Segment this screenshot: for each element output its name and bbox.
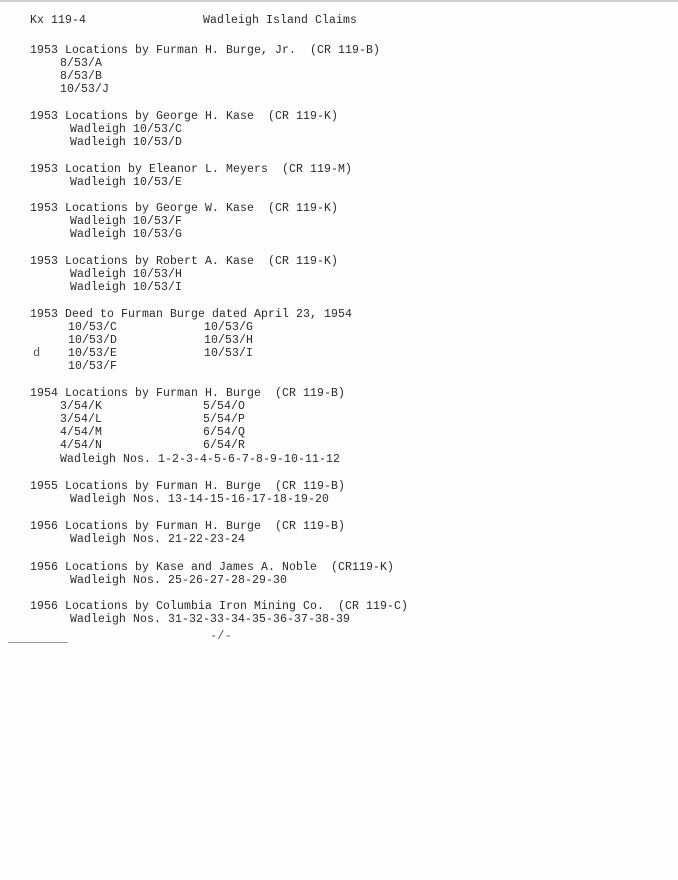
deed-claim-line: 10/53/E <box>68 347 118 360</box>
section-heading: 1953 Locations by Robert A. Kase (CR 119-K) <box>30 255 339 268</box>
section-heading: 1956 Locations by Columbia Iron Mining Co. (CR 119-C) <box>30 600 409 613</box>
claim-numbers: Wadleigh Nos. 1-2-3-4-5-6-7-8-9-10-11-12 <box>60 453 341 466</box>
deed-claim-line: 10/53/I <box>204 347 254 360</box>
document-ref: Kx 119-4 <box>30 14 87 27</box>
deed-claim-line: 10/53/H <box>204 334 254 347</box>
claim-numbers: Wadleigh Nos. 21-22-23-24 <box>70 533 246 546</box>
claim-line: Wadleigh 10/53/D <box>70 136 183 149</box>
claim-numbers: Wadleigh Nos. 25-26-27-28-29-30 <box>70 574 288 587</box>
deed-claim-line: 10/53/C <box>68 321 118 334</box>
section-heading: 1953 Locations by Furman H. Burge, Jr. (CR 119-B) <box>30 44 381 57</box>
claim-line: Wadleigh 10/53/E <box>70 176 183 189</box>
deed-claim-line: 10/53/D <box>68 334 118 347</box>
document-title: Wadleigh Island Claims <box>203 14 358 27</box>
deed-claim-line: 10/53/G <box>204 321 254 334</box>
claim-line: 8/53/B <box>60 70 103 83</box>
claim-line: Wadleigh 10/53/G <box>70 228 183 241</box>
footer-rule <box>8 642 68 643</box>
claim-line: 4/54/N <box>60 439 103 452</box>
claim-numbers: Wadleigh Nos. 31-32-33-34-35-36-37-38-39 <box>70 613 351 626</box>
claim-line: 6/54/R <box>203 439 246 452</box>
section-heading: 1954 Locations by Furman H. Burge (CR 119-B) <box>30 387 346 400</box>
claim-line: 8/53/A <box>60 57 103 70</box>
deed-claim-line: 10/53/F <box>68 360 118 373</box>
claim-line: 3/54/L <box>60 413 103 426</box>
claim-line: 5/54/P <box>203 413 246 426</box>
section-heading: 1953 Locations by George H. Kase (CR 119-K) <box>30 110 339 123</box>
section-heading: 1953 Location by Eleanor L. Meyers (CR 119-M) <box>30 163 353 176</box>
page-mark: -/- <box>210 629 232 643</box>
claim-line: 4/54/M <box>60 426 103 439</box>
claim-line: Wadleigh 10/53/C <box>70 123 183 136</box>
claim-line: 3/54/K <box>60 400 103 413</box>
claim-line: 5/54/O <box>203 400 246 413</box>
section-heading: 1956 Locations by Furman H. Burge (CR 119-B) <box>30 520 346 533</box>
section-heading: 1955 Locations by Furman H. Burge (CR 119-B) <box>30 480 346 493</box>
margin-mark: d <box>33 346 41 360</box>
section-heading: 1956 Locations by Kase and James A. Noble (CR119-K) <box>30 561 395 574</box>
section-heading: 1953 Deed to Furman Burge dated April 23, 1954 <box>30 308 353 321</box>
claim-line: Wadleigh 10/53/I <box>70 281 183 294</box>
claim-line: Wadleigh 10/53/F <box>70 215 183 228</box>
claim-line: Wadleigh 10/53/H <box>70 268 183 281</box>
claim-line: 10/53/J <box>60 83 110 96</box>
claim-line: 6/54/Q <box>203 426 246 439</box>
section-heading: 1953 Locations by George W. Kase (CR 119-K) <box>30 202 339 215</box>
claim-numbers: Wadleigh Nos. 13-14-15-16-17-18-19-20 <box>70 493 330 506</box>
